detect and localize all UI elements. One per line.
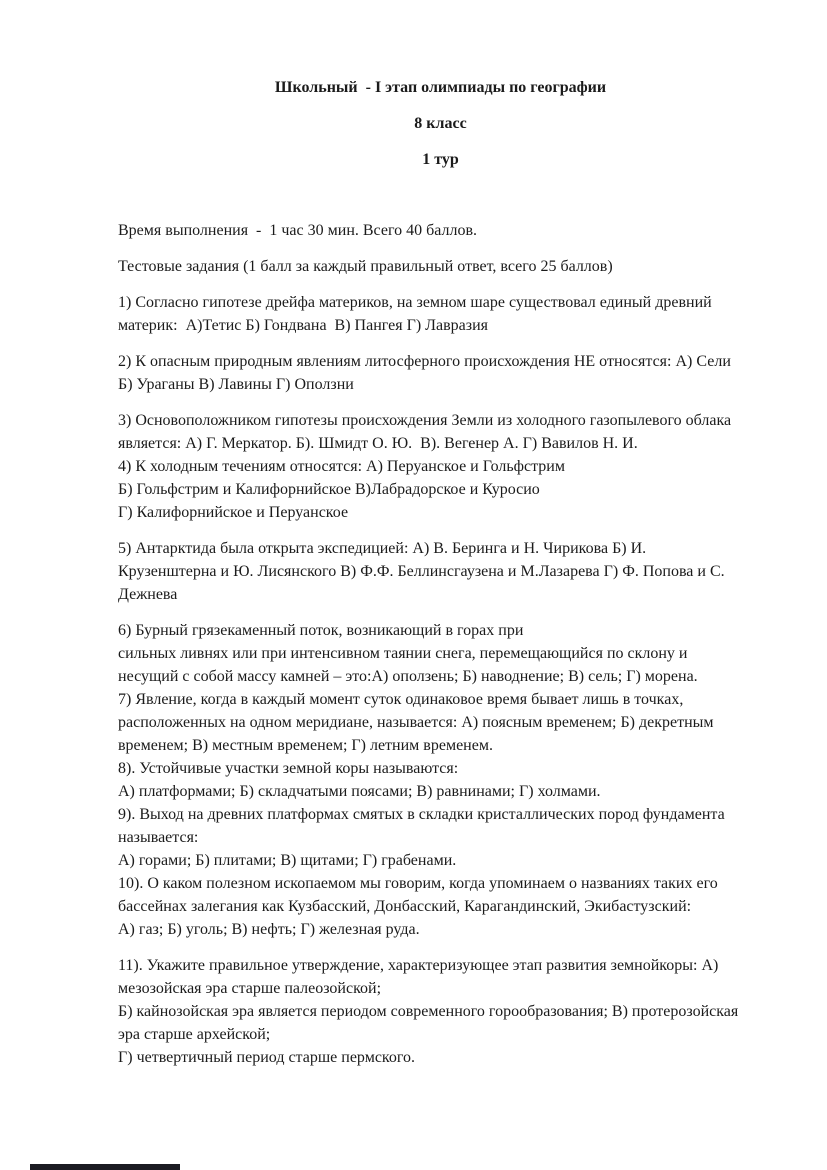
text-line: называется: <box>118 829 199 846</box>
text-line: 3) Основоположником гипотезы происхождения Земли из холодного газопылевого облака <box>118 412 732 429</box>
text-line: 10). О каком полезном ископаемом мы говорим, когда упоминаем о названиях таких его <box>118 875 718 892</box>
text-line: А) газ; Б) уголь; В) нефть; Г) железная руда. <box>118 921 420 938</box>
text-line: несущий с собой массу камней – это:А) оползень; Б) наводнение; В) сель; Г) морена. <box>118 668 698 685</box>
text-line: А) платформами; Б) складчатыми поясами; В) равнинами; Г) холмами. <box>118 783 601 800</box>
text-line: 6) Бурный грязекаменный поток, возникающий в горах при <box>118 622 524 639</box>
page-title: Школьный - I этап олимпиады по географии <box>274 79 607 96</box>
text-line: 2) К опасным природным явлениям литосферного происхождения НЕ относятся: А) Сели <box>118 353 731 370</box>
text-line: Г) Калифорнийское и Перуанское <box>118 504 349 521</box>
text-line: Г) четвертичный период старше пермского. <box>118 1049 416 1066</box>
text-line: бассейнах залегания как Кузбасский, Донбасский, Карагандинский, Экибастузский: <box>118 898 692 915</box>
text-line: 7) Явление, когда в каждый момент суток одинаковое время бывает лишь в точках, <box>118 691 684 708</box>
text-line: Б) кайнозойская эра является периодом современного горообразования; В) протерозойская <box>118 1003 739 1020</box>
text-line: расположенных на одном меридиане, называется: А) поясным временем; Б) декретным <box>118 714 714 731</box>
paragraph-question-5 <box>118 537 763 606</box>
text-line: Время выполнения - 1 час 30 мин. Всего 40 баллов. <box>118 222 478 239</box>
paragraph-test-instructions <box>118 255 763 278</box>
text-line: является: А) Г. Меркатор. Б). Шмидт О. Ю. В). Вегенер А. Г) Вавилов Н. И. <box>118 435 638 452</box>
round-heading: 1 тур <box>422 151 459 168</box>
paragraph-question-11 <box>118 954 763 1069</box>
paragraph-question-2 <box>118 350 763 396</box>
text-line: Дежнева <box>118 586 178 603</box>
text-line: Б) Гольфстрим и Калифорнийское В)Лабрадорское и Куросио <box>118 481 540 498</box>
text-line: эра старше архейской; <box>118 1026 271 1043</box>
text-line: 5) Антарктида была открыта экспедицией: А) В. Беринга и Н. Чирикова Б) И. <box>118 540 647 557</box>
paragraph-questions-3-4 <box>118 409 763 524</box>
text-line: Тестовые задания (1 балл за каждый правильный ответ, всего 25 баллов) <box>118 258 613 275</box>
text-line: Крузенштерна и Ю. Лисянского В) Ф.Ф. Беллинсгаузена и М.Лазарева Г) Ф. Попова и С. <box>118 563 725 580</box>
paragraph-questions-6-10 <box>118 619 763 941</box>
text-line: 8). Устойчивые участки земной коры называются: <box>118 760 459 777</box>
grade-heading: 8 класс <box>414 115 467 132</box>
text-line: мезозойская эра старше палеозойской; <box>118 980 382 997</box>
text-line: 9). Выход на древних платформах смятых в складки кристаллических пород фундамента <box>118 806 725 823</box>
text-line: Б) Ураганы В) Лавины Г) Оползни <box>118 376 354 393</box>
text-line: 1) Согласно гипотезе дрейфа материков, на земном шаре существовал единый древний <box>118 294 712 311</box>
text-line: 11). Укажите правильное утверждение, характеризующее этап развития земнойкоры: А) <box>118 957 719 974</box>
text-line: временем; В) местным временем; Г) летним временем. <box>118 737 493 754</box>
paragraph-time-limit <box>118 219 763 242</box>
text-line: А) горами; Б) плитами; В) щитами; Г) грабенами. <box>118 852 457 869</box>
text-line: материк: А)Тетис Б) Гондвана В) Пангея Г) Лавразия <box>118 317 489 334</box>
paragraph-question-1 <box>118 291 763 337</box>
text-line: сильных ливнях или при интенсивном таянии снега, перемещающийся по склону и <box>118 645 688 662</box>
text-line: 4) К холодным течениям относятся: А) Перуанское и Гольфстрим <box>118 458 565 475</box>
document-body <box>118 219 763 1069</box>
page-bottom-artifact <box>30 1164 180 1170</box>
